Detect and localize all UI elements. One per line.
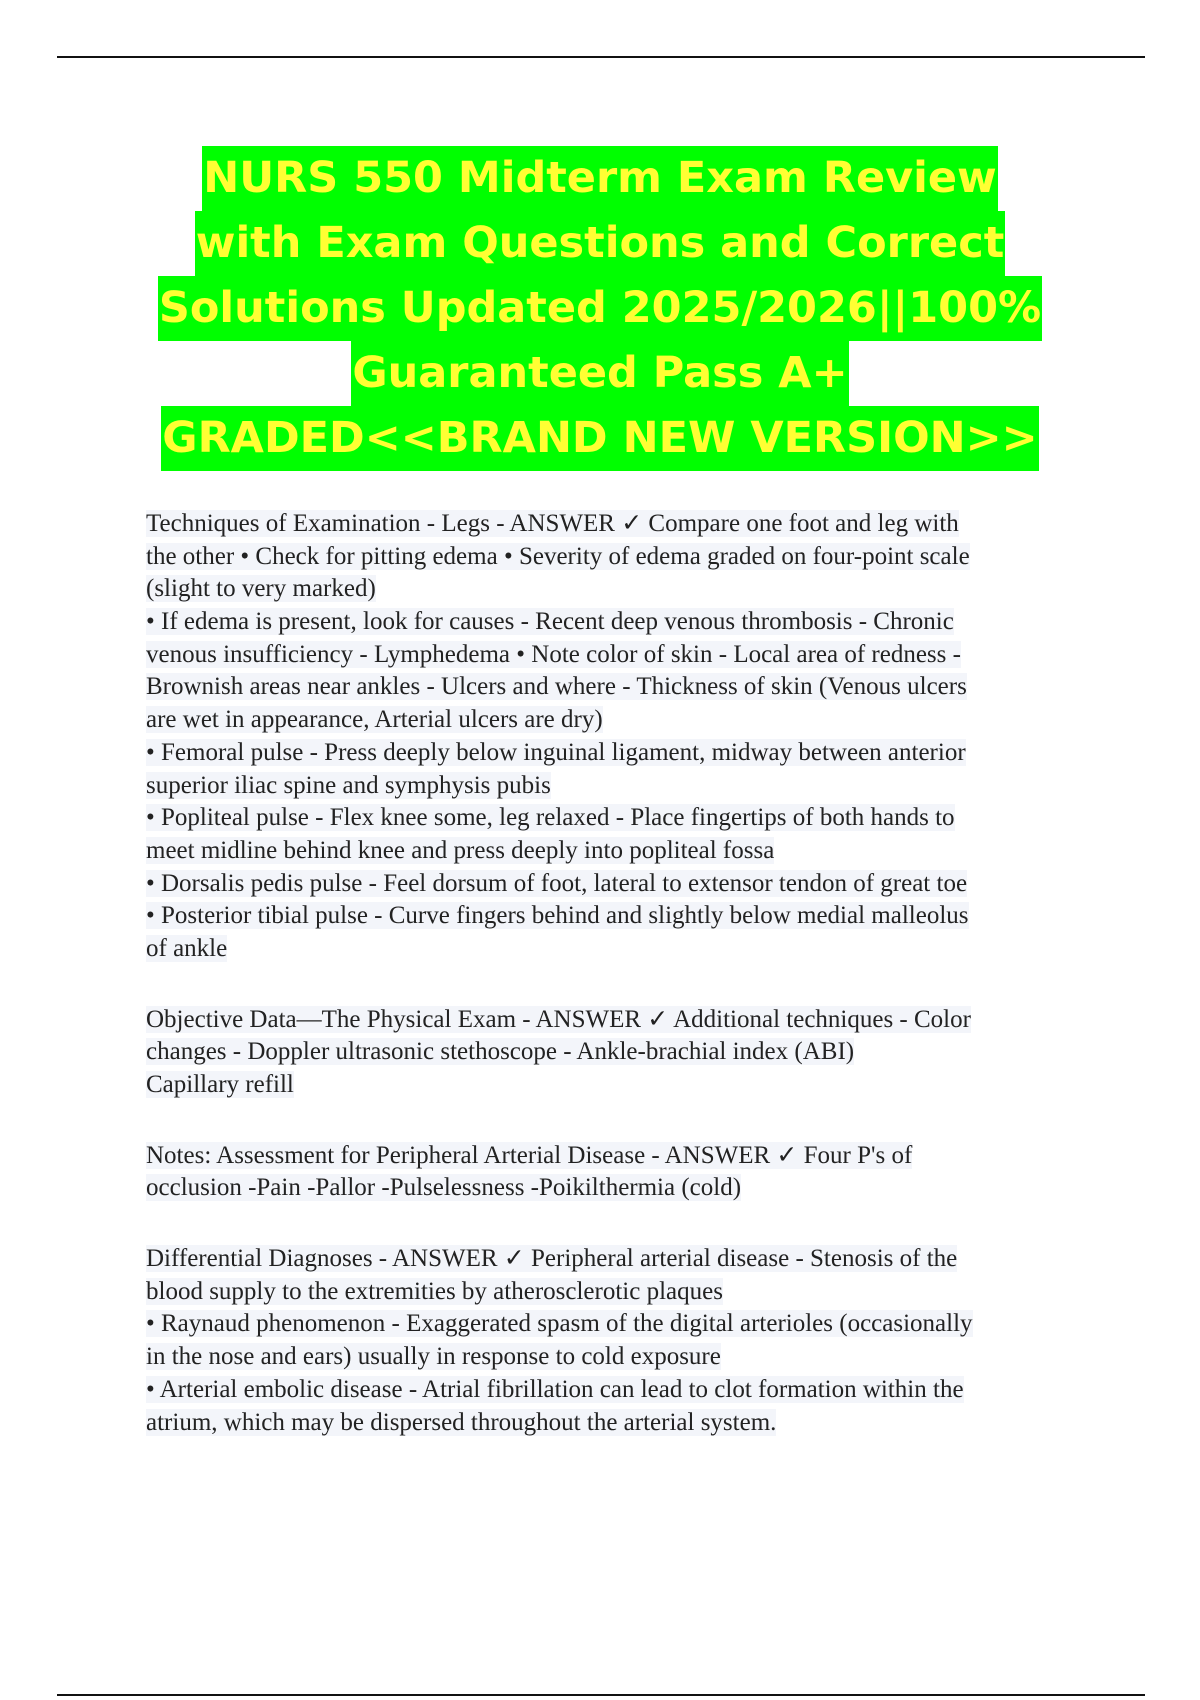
title-line: Guaranteed Pass A+ — [351, 341, 848, 406]
text-line: • Posterior tibial pulse - Curve fingers behind and slightly below medial malleolus — [146, 902, 969, 930]
document-body — [146, 508, 1096, 1477]
text-line: Brownish areas near ankles - Ulcers and where - Thickness of skin (Venous ulcers — [146, 673, 967, 701]
text-line: • Popliteal pulse - Flex knee some, leg relaxed - Place fingertips of both hands to — [146, 804, 955, 832]
title-line: with Exam Questions and Correct — [195, 211, 1006, 276]
text-line: venous insufficiency - Lymphedema • Note color of skin - Local area of redness - — [146, 640, 961, 668]
text-line: of ankle — [146, 934, 228, 962]
text-line: (slight to very marked) — [146, 575, 376, 603]
section-techniques-legs — [146, 508, 1096, 966]
text-line: • Arterial embolic disease - Atrial fibrillation can lead to clot formation within the — [146, 1375, 964, 1403]
section-objective-data — [146, 1004, 1096, 1102]
text-line: changes - Doppler ultrasonic stethoscope - Ankle-brachial index (ABI) — [146, 1038, 855, 1066]
text-line: • Femoral pulse - Press deeply below inguinal ligament, midway between anterior — [146, 738, 966, 766]
section-differential-diagnoses — [146, 1243, 1096, 1439]
title-line: Solutions Updated 2025/2026||100% — [158, 276, 1042, 341]
title-line: GRADED<<BRAND NEW VERSION>> — [161, 406, 1038, 471]
section-notes-pad — [146, 1140, 1096, 1205]
text-line: • Raynaud phenomenon - Exaggerated spasm of the digital arterioles (occasionally — [146, 1310, 973, 1338]
text-line: are wet in appearance, Arterial ulcers are dry) — [146, 706, 603, 734]
text-line: Techniques of Examination - Legs - ANSWER ✓ Compare one foot and leg with — [146, 510, 959, 537]
text-line: occlusion -Pain -Pallor -Pulselessness -Poikilthermia (cold) — [146, 1174, 742, 1202]
text-line: the other • Check for pitting edema • Severity of edema graded on four-point scale — [146, 542, 970, 570]
text-line: Differential Diagnoses - ANSWER ✓ Peripheral arterial disease - Stenosis of the — [146, 1245, 958, 1273]
text-line: superior iliac spine and symphysis pubis — [146, 771, 551, 799]
text-line: atrium, which may be dispersed throughout the arterial system. — [146, 1408, 777, 1436]
text-line: Objective Data—The Physical Exam - ANSWER ✓ Additional techniques - Color — [146, 1005, 971, 1033]
text-line: • If edema is present, look for causes - Recent deep venous thrombosis - Chronic — [146, 608, 954, 636]
text-line: blood supply to the extremities by atherosclerotic plaques — [146, 1277, 723, 1305]
document-title — [100, 146, 1100, 471]
text-line: in the nose and ears) usually in response to cold exposure — [146, 1343, 721, 1371]
text-line: Notes: Assessment for Peripheral Arterial Disease - ANSWER ✓ Four P's of — [146, 1141, 913, 1169]
text-line: • Dorsalis pedis pulse - Feel dorsum of foot, lateral to extensor tendon of great toe — [146, 869, 968, 897]
text-line: meet midline behind knee and press deeply into popliteal fossa — [146, 836, 775, 864]
text-line: Capillary refill — [146, 1071, 294, 1098]
title-line: NURS 550 Midterm Exam Review — [202, 146, 998, 211]
top-rule — [57, 56, 1145, 58]
bottom-rule — [57, 1694, 1145, 1696]
